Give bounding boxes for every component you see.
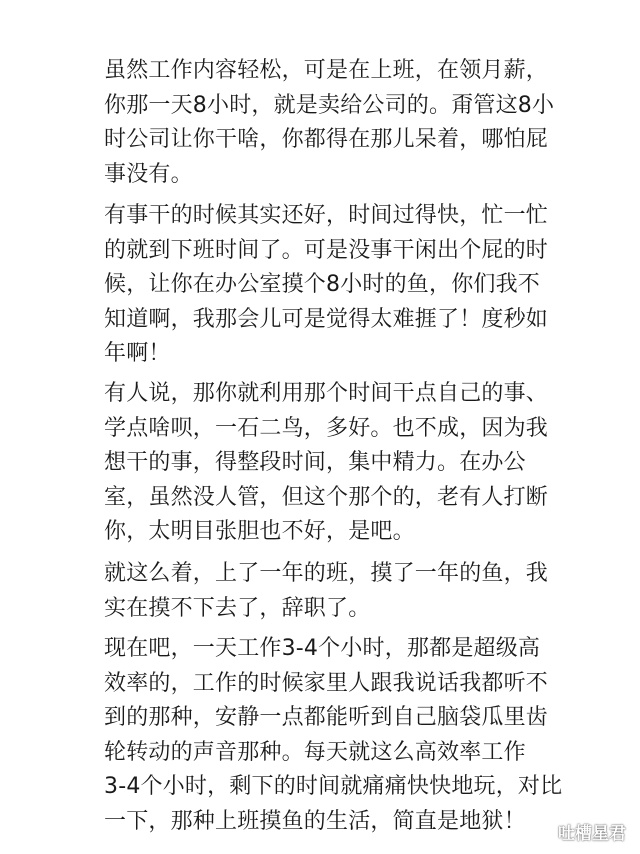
text-line: 时公司让你干啥，你都得在那儿呆着，哪怕屁 — [104, 127, 549, 152]
watermark — [526, 819, 626, 844]
text-line: 候，让你在办公室摸个8小时的鱼，你们我不 — [104, 272, 540, 297]
text-line: 虽然工作内容轻松，可是在上班，在领月薪， — [104, 58, 549, 83]
text-line: 实在摸不下去了，辞职了。 — [104, 595, 371, 621]
watermark-text: 吐槽星君 — [558, 824, 626, 844]
text-line: 你那一天8小时，就是卖给公司的。甭管这8小 — [104, 92, 555, 118]
text-line: 有人说，那你就利用那个时间干点自己的事、 — [104, 381, 549, 406]
paragraph-5 — [104, 632, 563, 839]
paragraph-4 — [104, 557, 549, 626]
text-line: 3-4个小时，剩下的时间就痛痛快快地玩，对比 — [104, 774, 563, 799]
text-line: 想干的事，得整段时间，集中精力。在办公 — [104, 450, 526, 475]
text-line: 的就到下班时间了。可是没事干闲出个屁的时 — [104, 237, 549, 263]
text-line: 效率的，工作的时候家里人跟我说话我都听不 — [104, 670, 549, 696]
text-line: 室，虽然没人管，但这个那个的，老有人打断 — [104, 484, 549, 510]
paragraph-3 — [104, 377, 549, 550]
text-line: 知道啊，我那会儿可是觉得太难捱了！度秒如 — [104, 306, 549, 332]
text-line: 事没有。 — [104, 161, 193, 187]
text-line: 一下，那种上班摸鱼的生活，简直是地狱！ — [104, 808, 526, 834]
wechat-icon — [526, 821, 552, 843]
paragraph-2 — [104, 199, 549, 372]
text-line: 你，太明目张胆也不好，是吧。 — [104, 519, 415, 544]
text-line: 有事干的时候其实还好，时间过得快，忙一忙 — [104, 203, 549, 228]
text-line: 就这么着，上了一年的班，摸了一年的鱼，我 — [104, 561, 549, 586]
text-line: 学点啥呗，一石二鸟，多好。也不成，因为我 — [104, 415, 549, 441]
text-line: 年啊！ — [104, 341, 171, 366]
text-line: 轮转动的声音那种。每天就这么高效率工作 — [104, 739, 526, 765]
paragraph-1 — [104, 54, 555, 192]
text-line: 现在吧，一天工作3-4个小时，那都是超级高 — [104, 636, 541, 661]
text-line: 到的那种，安静一点都能听到自己脑袋瓜里齿 — [104, 705, 549, 730]
